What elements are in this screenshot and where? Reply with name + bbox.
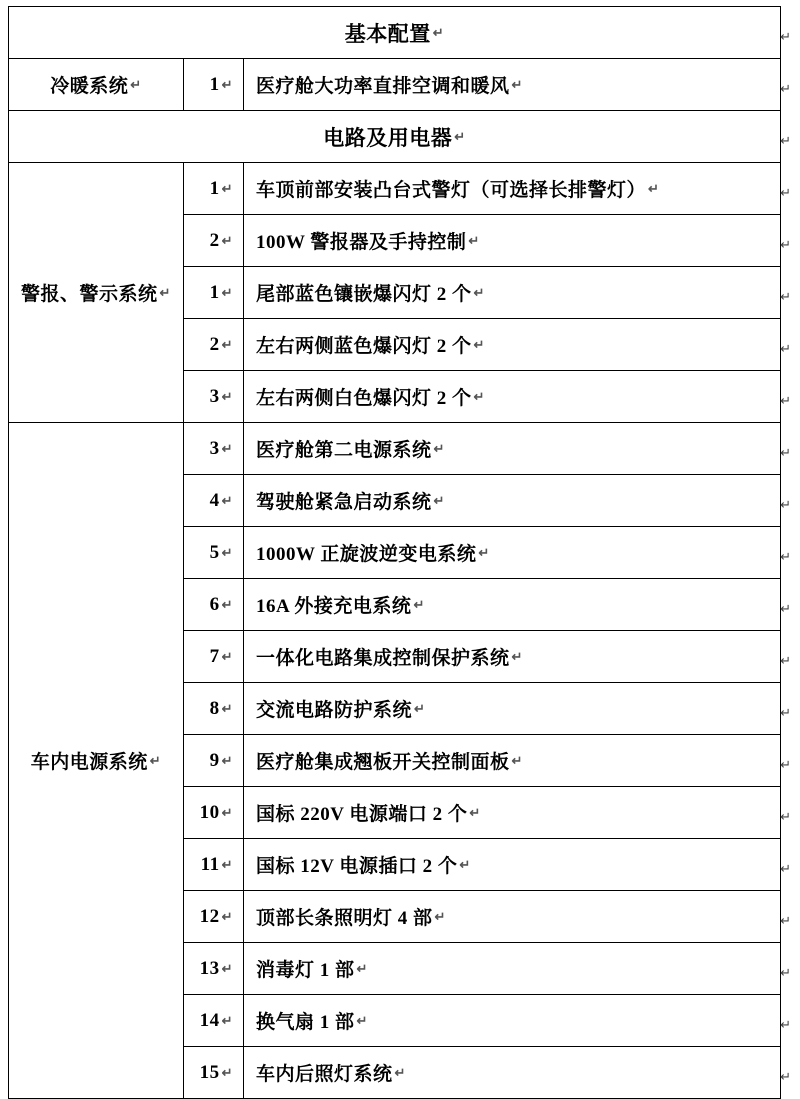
row-description [244, 787, 781, 839]
row-number [184, 163, 244, 215]
section-heading-basic [9, 7, 781, 59]
row-description [244, 527, 781, 579]
paragraph-mark-icon: ↵ [221, 752, 233, 768]
row-number [184, 319, 244, 371]
row-description-text: 左右两侧蓝色爆闪灯 2 个 [256, 336, 472, 357]
row-description-text: 1000W 正旋波逆变电系统 [256, 544, 477, 565]
paragraph-mark-icon: ↵ [511, 76, 523, 92]
paragraph-mark-icon: ↵ [780, 653, 791, 668]
row-number [184, 1047, 244, 1099]
paragraph-mark-icon: ↵ [221, 908, 233, 924]
paragraph-mark-icon: ↵ [356, 960, 368, 976]
row-number-text: 2 [209, 333, 220, 355]
row-description [244, 839, 781, 891]
row-description [244, 683, 781, 735]
row-description-text: 左右两侧白色爆闪灯 2 个 [256, 388, 472, 409]
row-description [244, 423, 781, 475]
paragraph-mark-icon: ↵ [511, 648, 523, 664]
paragraph-mark-icon: ↵ [434, 908, 446, 924]
row-number-text: 8 [209, 697, 220, 719]
row-number-text: 9 [209, 749, 220, 771]
row-number-text: 1 [209, 281, 220, 303]
row-description [244, 943, 781, 995]
paragraph-mark-icon: ↵ [394, 1064, 406, 1080]
paragraph-mark-icon: ↵ [780, 1017, 791, 1032]
paragraph-mark-icon: ↵ [780, 549, 791, 564]
row-description [244, 995, 781, 1047]
row-number [184, 267, 244, 319]
paragraph-mark-icon: ↵ [433, 492, 445, 508]
row-number [184, 371, 244, 423]
paragraph-mark-icon: ↵ [221, 388, 233, 404]
paragraph-mark-icon: ↵ [780, 289, 791, 304]
paragraph-mark-icon: ↵ [648, 180, 660, 196]
section-heading-text: 基本配置 [344, 21, 431, 46]
paragraph-mark-icon: ↵ [221, 1012, 233, 1028]
row-number [184, 943, 244, 995]
paragraph-mark-icon: ↵ [221, 76, 233, 92]
document-page [0, 6, 800, 1093]
paragraph-mark-icon: ↵ [780, 757, 791, 772]
row-number-text: 13 [199, 957, 220, 979]
paragraph-mark-icon: ↵ [130, 76, 142, 92]
row-description [244, 371, 781, 423]
row-description-text: 车顶前部安装凸台式警灯（可选择长排警灯） [256, 180, 647, 201]
row-description-text: 换气扇 1 部 [256, 1012, 355, 1033]
paragraph-mark-icon: ↵ [780, 1069, 791, 1084]
row-number-text: 5 [209, 541, 220, 563]
table-row [9, 423, 781, 475]
paragraph-mark-icon: ↵ [433, 440, 445, 456]
group-label-text: 冷暖系统 [50, 76, 129, 97]
row-number [184, 423, 244, 475]
row-number [184, 631, 244, 683]
row-number [184, 579, 244, 631]
row-description [244, 319, 781, 371]
paragraph-mark-icon: ↵ [356, 1012, 368, 1028]
paragraph-mark-icon: ↵ [413, 596, 425, 612]
row-description-text: 车内后照灯系统 [256, 1064, 393, 1085]
paragraph-mark-icon: ↵ [473, 336, 485, 352]
row-number-text: 3 [209, 437, 220, 459]
table-row [9, 163, 781, 215]
row-description-text: 国标 220V 电源端口 2 个 [256, 804, 468, 825]
paragraph-mark-icon: ↵ [221, 544, 233, 560]
paragraph-mark-icon: ↵ [473, 388, 485, 404]
row-number-text: 2 [209, 229, 220, 251]
paragraph-mark-icon: ↵ [780, 913, 791, 928]
row-description-text: 顶部长条照明灯 4 部 [256, 908, 433, 929]
paragraph-mark-icon: ↵ [221, 180, 233, 196]
row-description-text: 16A 外接充电系统 [256, 596, 412, 617]
row-description [244, 735, 781, 787]
row-description-text: 医疗舱大功率直排空调和暖风 [256, 76, 510, 97]
table-row [9, 7, 781, 59]
paragraph-mark-icon: ↵ [780, 237, 791, 252]
row-number [184, 891, 244, 943]
row-number-text: 6 [209, 593, 220, 615]
paragraph-mark-icon: ↵ [780, 861, 791, 876]
row-description [244, 215, 781, 267]
paragraph-mark-icon: ↵ [221, 492, 233, 508]
row-number [184, 995, 244, 1047]
paragraph-mark-icon: ↵ [459, 856, 471, 872]
group-label-power [9, 423, 184, 1099]
paragraph-mark-icon: ↵ [221, 440, 233, 456]
paragraph-mark-icon: ↵ [159, 284, 171, 300]
table-row [9, 59, 781, 111]
row-description [244, 267, 781, 319]
row-description-text: 医疗舱集成翘板开关控制面板 [256, 752, 510, 773]
row-description-text: 国标 12V 电源插口 2 个 [256, 856, 458, 877]
paragraph-mark-icon: ↵ [221, 284, 233, 300]
row-number [184, 787, 244, 839]
paragraph-mark-icon: ↵ [780, 497, 791, 512]
paragraph-mark-icon: ↵ [780, 393, 791, 408]
group-label-alarm [9, 163, 184, 423]
paragraph-mark-icon: ↵ [780, 965, 791, 980]
row-description-text: 消毒灯 1 部 [256, 960, 355, 981]
row-description-text: 尾部蓝色镶嵌爆闪灯 2 个 [256, 284, 472, 305]
section-heading-text: 电路及用电器 [323, 125, 453, 150]
row-number [184, 839, 244, 891]
paragraph-mark-icon: ↵ [780, 601, 791, 616]
group-label-text: 警报、警示系统 [21, 284, 158, 305]
paragraph-mark-icon: ↵ [780, 29, 791, 44]
row-number [184, 215, 244, 267]
row-number-text: 14 [199, 1009, 220, 1031]
paragraph-mark-icon: ↵ [221, 232, 233, 248]
row-number-text: 1 [209, 177, 220, 199]
paragraph-mark-icon: ↵ [473, 284, 485, 300]
row-number [184, 527, 244, 579]
paragraph-mark-icon: ↵ [780, 185, 791, 200]
row-number-text: 7 [209, 645, 220, 667]
row-description [244, 59, 781, 111]
paragraph-mark-icon: ↵ [780, 81, 791, 96]
section-heading-electrical [9, 111, 781, 163]
row-number-text: 1 [209, 73, 220, 95]
row-number [184, 59, 244, 111]
paragraph-mark-icon: ↵ [221, 804, 233, 820]
row-description [244, 891, 781, 943]
row-description-text: 医疗舱第二电源系统 [256, 440, 432, 461]
configuration-table [8, 6, 781, 1099]
paragraph-mark-icon: ↵ [780, 705, 791, 720]
row-number-text: 12 [199, 905, 220, 927]
row-number-text: 4 [209, 489, 220, 511]
paragraph-mark-icon: ↵ [221, 336, 233, 352]
paragraph-mark-icon: ↵ [221, 700, 233, 716]
paragraph-mark-icon: ↵ [780, 133, 791, 148]
paragraph-mark-icon: ↵ [780, 341, 791, 356]
paragraph-mark-icon: ↵ [432, 24, 445, 40]
row-description [244, 579, 781, 631]
row-description-text: 驾驶舱紧急启动系统 [256, 492, 432, 513]
paragraph-mark-icon: ↵ [221, 960, 233, 976]
paragraph-mark-icon: ↵ [511, 752, 523, 768]
paragraph-mark-icon: ↵ [221, 648, 233, 664]
row-description-text: 一体化电路集成控制保护系统 [256, 648, 510, 669]
row-number [184, 475, 244, 527]
paragraph-mark-icon: ↵ [780, 445, 791, 460]
paragraph-mark-icon: ↵ [780, 809, 791, 824]
table-row [9, 111, 781, 163]
row-number [184, 735, 244, 787]
row-number-text: 3 [209, 385, 220, 407]
paragraph-mark-icon: ↵ [414, 700, 426, 716]
row-description-text: 交流电路防护系统 [256, 700, 413, 721]
row-description [244, 163, 781, 215]
row-description-text: 100W 警报器及手持控制 [256, 232, 467, 253]
paragraph-mark-icon: ↵ [221, 856, 233, 872]
row-description [244, 631, 781, 683]
paragraph-mark-icon: ↵ [478, 544, 490, 560]
paragraph-mark-icon: ↵ [468, 232, 480, 248]
paragraph-mark-icon: ↵ [221, 1064, 233, 1080]
paragraph-mark-icon: ↵ [221, 596, 233, 612]
row-number-text: 10 [199, 801, 220, 823]
row-number-text: 15 [199, 1061, 220, 1083]
row-number [184, 683, 244, 735]
group-label-text: 车内电源系统 [30, 752, 148, 773]
paragraph-mark-icon: ↵ [149, 752, 162, 768]
row-description [244, 475, 781, 527]
row-description [244, 1047, 781, 1099]
paragraph-mark-icon: ↵ [454, 128, 466, 144]
group-label-cooling [9, 59, 184, 111]
paragraph-mark-icon: ↵ [469, 804, 481, 820]
row-number-text: 11 [200, 853, 220, 875]
